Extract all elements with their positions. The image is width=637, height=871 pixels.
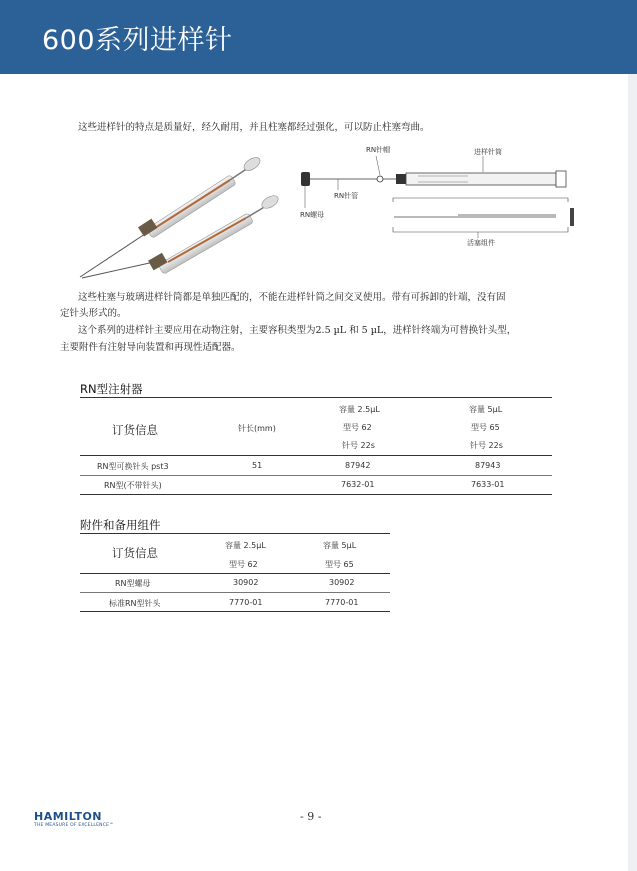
table1-col-a-0: 容量 2.5µL bbox=[339, 405, 380, 414]
table1-row-1-b: 7633-01 bbox=[471, 480, 505, 489]
table1-col-b-1: 型号 65 bbox=[471, 423, 500, 432]
page-number: - 9 - bbox=[300, 810, 322, 823]
table1-rule-mid bbox=[80, 475, 552, 476]
table2-rule-bottom bbox=[80, 611, 390, 612]
table1-row-0-name: RN型可换针头 pst3 bbox=[97, 462, 169, 471]
label-barrel: 进样针筒 bbox=[474, 148, 502, 156]
label-rn-nut: RN螺母 bbox=[300, 211, 325, 219]
table1-row-1-name: RN型(不带针头) bbox=[104, 481, 162, 490]
barrel-shape bbox=[406, 173, 556, 185]
table1-row-1-a: 7632-01 bbox=[341, 480, 375, 489]
syringe-photo bbox=[70, 142, 290, 282]
table1-row-0-b: 87943 bbox=[475, 461, 501, 470]
table2-col-a-1: 型号 62 bbox=[229, 560, 258, 569]
table2-row-1-name: 标准RN型针头 bbox=[109, 599, 161, 608]
side-band bbox=[628, 74, 637, 871]
body-line-3: 这个系列的进样针主要应用在动物注射，主要容积类型为2.5 µL 和 5 µL，进样针终端为可替换针头型， bbox=[78, 325, 517, 336]
table2-row-1-a: 7770-01 bbox=[229, 598, 263, 607]
table1-col-a-2: 针号 22s bbox=[342, 441, 375, 450]
table1-rule-head bbox=[80, 455, 552, 456]
label-rn-cap: RN针帽 bbox=[366, 146, 391, 154]
body-line-4: 主要附件有注射导向装置和再现性适配器。 bbox=[60, 342, 241, 353]
table1-rule-top bbox=[80, 397, 552, 398]
table2-col-b-1: 型号 65 bbox=[325, 560, 354, 569]
table2-row-0-b: 30902 bbox=[329, 578, 355, 587]
table1-row-0-len: 51 bbox=[252, 461, 263, 470]
table2-rule-top bbox=[80, 533, 390, 534]
body-line-2: 定针头形式的。 bbox=[60, 308, 127, 319]
table2-rule-head bbox=[80, 573, 390, 574]
table2-title: 附件和备用组件 bbox=[80, 518, 161, 532]
table2-rule-mid bbox=[80, 592, 390, 593]
label-rn-needle: RN针管 bbox=[334, 192, 359, 200]
rn-nut-shape bbox=[301, 172, 310, 186]
table1-col-b-2: 针号 22s bbox=[470, 441, 503, 450]
brand-tagline: THE MEASURE OF EXCELLENCE™ bbox=[34, 823, 114, 828]
table1-rule-bottom bbox=[80, 494, 552, 495]
table2-row-0-a: 30902 bbox=[233, 578, 259, 587]
brand-name: HAMILTON bbox=[34, 810, 103, 823]
brand-logo bbox=[34, 810, 114, 828]
table2-col-a-0: 容量 2.5µL bbox=[225, 541, 266, 550]
table1-order-info: 订货信息 bbox=[112, 423, 158, 437]
table1-title: RN型注射器 bbox=[80, 382, 143, 396]
body-line-1: 这些柱塞与玻璃进样针筒都是单独匹配的，不能在进样针筒之间交叉使用。带有可拆卸的针端，没有固 bbox=[78, 292, 506, 303]
page-title: 600系列进样针 bbox=[42, 25, 233, 56]
intro-text: 这些进样针的特点是质量好，经久耐用，并且柱塞都经过强化，可以防止柱塞弯曲。 bbox=[78, 122, 430, 133]
table1-col-b-0: 容量 5µL bbox=[469, 405, 503, 414]
table2-row-0-name: RN型螺母 bbox=[115, 579, 151, 588]
table2-order-info: 订货信息 bbox=[112, 546, 158, 560]
table1-col-a-1: 型号 62 bbox=[343, 423, 372, 432]
table2-col-b-0: 容量 5µL bbox=[323, 541, 357, 550]
table1-row-0-a: 87942 bbox=[345, 461, 371, 470]
table2-row-1-b: 7770-01 bbox=[325, 598, 359, 607]
page-header bbox=[0, 0, 637, 74]
table1-needle-len: 针长(mm) bbox=[238, 424, 276, 433]
label-plunger: 活塞组件 bbox=[467, 239, 495, 247]
